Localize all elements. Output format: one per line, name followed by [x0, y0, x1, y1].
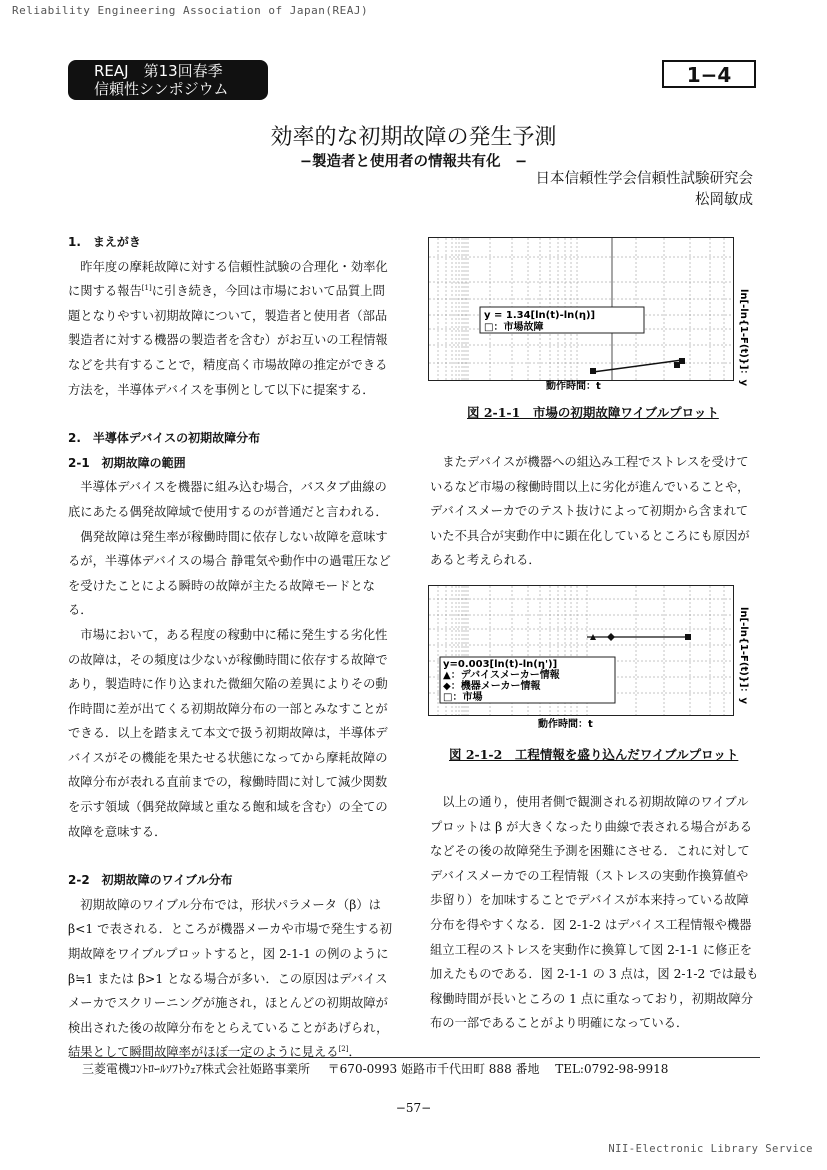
fig2-legend-equipment: ◆：機器メーカー情報 [443, 681, 541, 692]
right-column-top [430, 450, 760, 573]
right-paragraph2: 以上の通り，使用者側で観測される初期故障のワイブルプロットは β が大きくなったり曲線で表される場合があるなどその後の故障発生予測を困難にさせる．これに対してデバイスメーカでの工程情報（ストレスの実動作換算値や歩留り）を加味することでデバイスが本来持っている故障分布を得やすくなる．図 2-1-2 はデバイス工程情報や機器組立工程のストレスを実動作に換算して図 2-1-1 に修正を加えたものである．図 2-1-1 の 3 点は，図 2-1-2 では最も稼働時間が長いところの 1 点に重なっており，初期故障分布の一部であることがより明確になっている． [430, 795, 759, 1031]
fig2-ylabel: ln[-ln{1-F(t)}]：y [738, 607, 749, 705]
fig1-legend-market: □：市場故障 [484, 322, 544, 333]
badge-line1: REAJ 第13回春季 [94, 62, 223, 80]
s21-paragraph1: 半導体デバイスを機器に組み込む場合，バスタブ曲線の底にあたる偶発故障域で使用するのが普通だと言われる． [68, 480, 388, 519]
symposium-badge [68, 60, 268, 100]
fig1-ylabel: ln[-ln{1-F(t)}]：y [738, 289, 749, 387]
fig2-caption: 図 2-1-2 工程情報を盛り込んだワイブルプロット [449, 747, 739, 762]
section1-paragraph [68, 255, 394, 403]
s22-text-b: ． [348, 1045, 361, 1060]
fig2-point-equipment [607, 633, 615, 641]
right-column-bottom [430, 790, 760, 1036]
right-paragraph1: またデバイスが機器への組込み工程でストレスを受けているなど市場の稼働時間以上に劣化が進んでいることや，デバイスメーカでのテスト抜けによって初期から含まれていた不具合が実動作中に顕在化しているところにも原因があると考えられる． [430, 455, 750, 568]
affiliation: 日本信頼性学会信頼性試験研究会 [535, 171, 753, 187]
fig1-equation: y = 1.34[ln(t)-ln(η)] [484, 310, 596, 321]
figure-2-1-1 [428, 237, 760, 395]
service-footer: NII-Electronic Library Service [608, 1143, 813, 1155]
badge-line2: 信頼性シンポジウム [94, 80, 229, 98]
s21-paragraph2: 偶発故障は発生率が稼働時間に依存しない故障を意味するが，半導体デバイスの場合 静電気や動作中の過電圧などを受けたことによる瞬時の故障が主たる故障モードとなる． [68, 529, 391, 618]
fig1-point-1 [590, 368, 596, 374]
author-block [536, 169, 754, 211]
s1-text-a: 昨年度の摩耗故障に対する信頼性試験の合理化・効率化に関する報告 [68, 259, 388, 299]
reference-1: [1] [141, 284, 152, 293]
reference-2: [2] [338, 1045, 349, 1054]
s21-paragraph3: 市場において，ある程度の稼動中に稀に発生する劣化性の故障は，その頻度は少ないが稼働時間に依存する故障であり，製造時に作り込まれた微細欠陥の差異によりその動作時間に差が出てくる初期故障分布の一部とみなすことができる．以上を踏まえて本文で扱う初期故障は，半導体デバイスがその機能を果たせる状態になってから摩耗故障の故障分布が表れる直前までの，稼働時間に対して減少関数を示す領域（偶発故障域と重なる飽和域を含む）の全ての故障を意味する． [68, 627, 388, 839]
section2-heading: 2. 半導体デバイスの初期故障分布 [68, 431, 261, 446]
paper-subtitle: −製造者と使用者の情報共有化 − [299, 154, 528, 170]
fig2-legend-device: ▲：デバイスメーカー情報 [443, 670, 560, 681]
section21-heading: 2-1 初期故障の範囲 [68, 455, 186, 470]
footer-contact [82, 1060, 668, 1077]
fig2-equation: y=0.003[ln(t)-ln(η')] [443, 659, 558, 670]
s1-text-b: に引き続き，今回は市場において品質上問題となりやすい初期故障について，製造者と使用者（部品製造者に対する機器の製造者を含む）がお互いの工程情報などを共有することで，精度高く市場故障の推定ができる方法を，半導体デバイスを事例として以下に提案する． [68, 284, 388, 397]
s22-text-a: 初期故障のワイブル分布では，形状パラメータ（β）はβ<1 で表される．ところが機器メーカや市場で発生する初期故障をワイブルプロットすると，図 2-1-1 の例のように β≒1 または β>1 となる場合が多い．この原因はデバイスメーカでスクリーニングが施され，ほとんどの初期故障が検出された後の故障分布をとらえていることがあげられ，結果として瞬間故障率がほぼ一定のように見える [68, 897, 393, 1060]
s22-paragraph [68, 893, 394, 1065]
fig1-fit-line [593, 360, 682, 372]
fig2-xlabel: 動作時間：t [538, 719, 593, 730]
session-number: 1−4 [662, 60, 756, 88]
fig2-legend-market: □：市場 [443, 692, 483, 703]
section1-heading: 1. まえがき [68, 235, 141, 249]
fig1-caption: 図 2-1-1 市場の初期故障ワイブルプロット [467, 405, 719, 420]
footer-tel: TEL:0792-98-9918 [555, 1062, 669, 1076]
author-name: 松岡敏成 [695, 192, 753, 208]
section22-heading: 2-2 初期故障のワイブル分布 [68, 873, 233, 888]
paper-title: 効率的な初期故障の発生予測 [270, 125, 557, 150]
fig2-point-market [685, 634, 691, 640]
page-number: −57− [395, 1101, 432, 1115]
fig1-xlabel: 動作時間：t [546, 381, 601, 392]
organization-header: Reliability Engineering Association of Japan(REAJ) [12, 4, 369, 17]
footer-rule [70, 1057, 760, 1058]
fig1-point-3 [679, 358, 685, 364]
footer-address: 〒670-0993 姫路市千代田町 888 番地 [327, 1062, 540, 1076]
footer-company: 三菱電機ｺﾝﾄﾛｰﾙｿﾌﾄｳｪｱ株式会社姫路事業所 [82, 1062, 311, 1076]
figure-2-1-2 [428, 585, 760, 735]
left-column [68, 230, 394, 1065]
